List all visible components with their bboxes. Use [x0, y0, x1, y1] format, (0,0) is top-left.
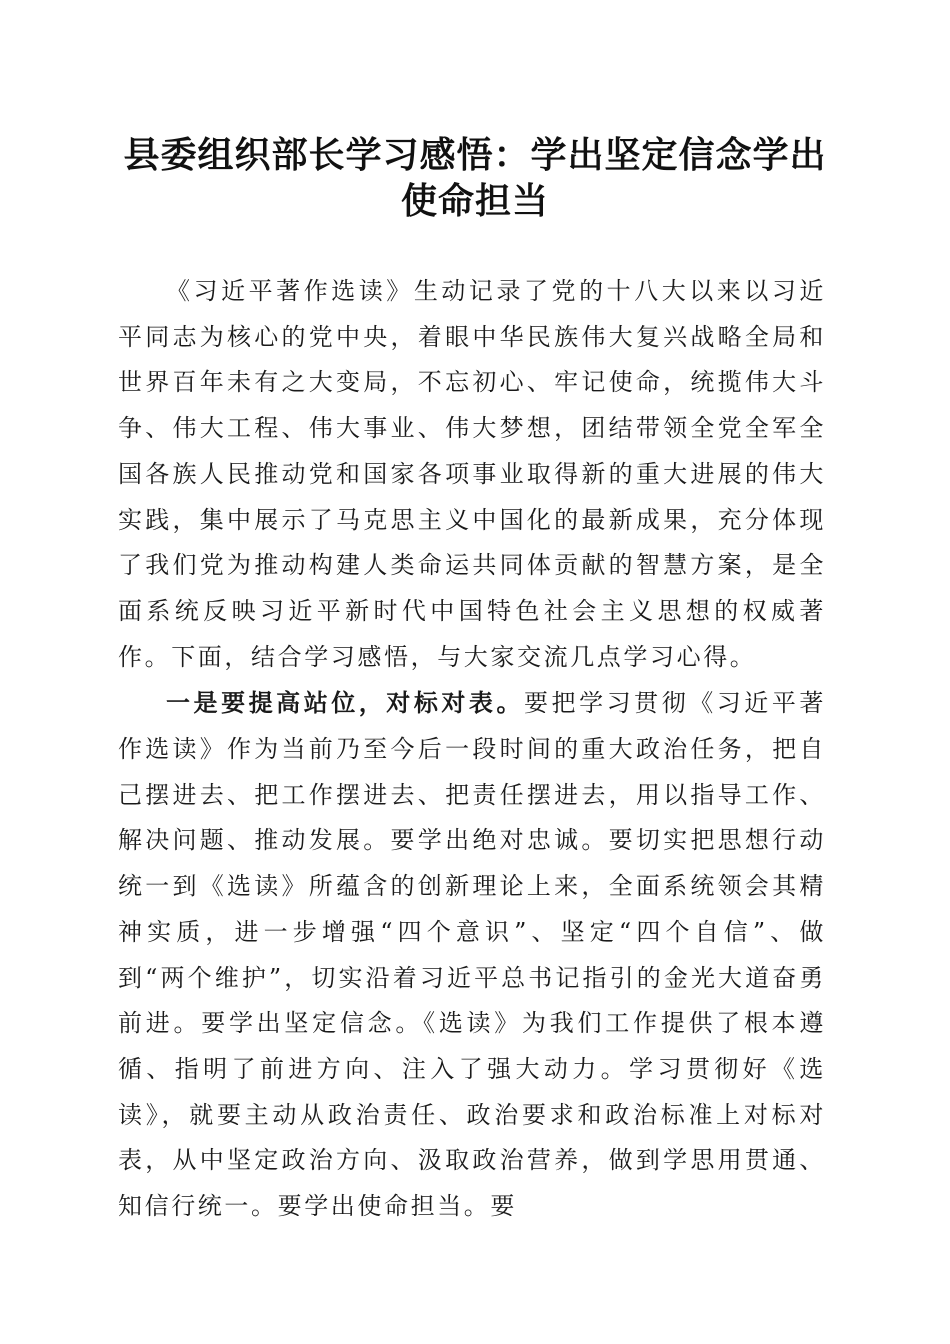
paragraph-point-one	[118, 680, 826, 1229]
paragraph-point-one-text: 要把学习贯彻《习近平著作选读》作为当前乃至今后一段时间的重大政治任务，把自己摆进去、把工作摆进去、把责任摆进去，用以指导工作、解决问题、推动发展。要学出绝对忠诚。要切实把思想行动统一到《选读》所蕴含的创新理论上来，全面系统领会其精神实质，进一步增强“四个意识”、坚定“四个自信”、做到“两个维护”，切实沿着习近平总书记指引的金光大道奋勇前进。要学出坚定信念。《选读》为我们工作提供了根本遵循、指明了前进方向、注入了强大动力。学习贯彻好《选读》，就要主动从政治责任、政治要求和政治标准上对标对表，从中坚定政治方向、汲取政治营养，做到学思用贯通、知信行统一。要学出使命担当。要	[118, 689, 826, 1221]
paragraph-intro-text: 《习近平著作选读》生动记录了党的十八大以来以习近平同志为核心的党中央，着眼中华民族伟大复兴战略全局和世界百年未有之大变局，不忘初心、牢记使命，统揽伟大斗争、伟大工程、伟大事业、伟大梦想，团结带领全党全军全国各族人民推动党和国家各项事业取得新的重大进展的伟大实践，集中展示了马克思主义中国化的最新成果，充分体现了我们党为推动构建人类命运共同体贡献的智慧方案，是全面系统反映习近平新时代中国特色社会主义思想的权威著作。下面，结合学习感悟，与大家交流几点学习心得。	[118, 277, 826, 671]
page-title: 县委组织部长学习感悟：学出坚定信念学出使命担当	[123, 134, 827, 222]
document-body	[118, 269, 826, 1230]
paragraph-point-one-heading: 一是要提高站位，对标对表。	[166, 688, 524, 718]
paragraph-intro	[118, 269, 826, 680]
